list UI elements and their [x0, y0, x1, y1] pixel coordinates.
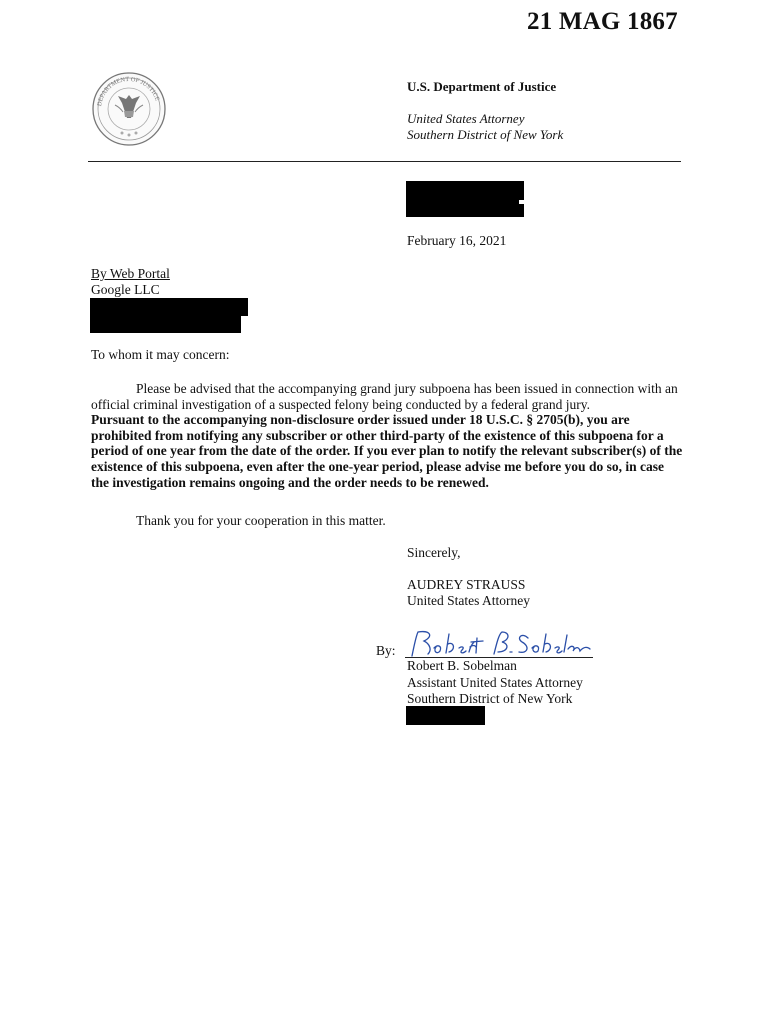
agency-name: U.S. Department of Justice — [407, 79, 557, 94]
doj-seal — [91, 71, 167, 147]
thanks-line: Thank you for your cooperation in this matter. — [136, 513, 386, 528]
redaction-block — [90, 298, 248, 316]
us-attorney-title: United States Attorney — [407, 593, 530, 608]
signatory-title: Assistant United States Attorney — [407, 674, 583, 690]
office-line-2: Southern District of New York — [407, 127, 564, 142]
redaction-block — [406, 706, 485, 725]
body-intro: Please be advised that the accompanying grand jury subpoena has been issued in connection with an official criminal investigation of a suspected felony being conducted by a federal grand jury. — [91, 381, 678, 412]
docket-number: 21 MAG 1867 — [527, 8, 678, 35]
signatory-block — [407, 658, 583, 708]
closing: Sincerely, — [407, 545, 461, 560]
redaction-notch — [519, 200, 525, 204]
redaction-block — [406, 181, 524, 217]
signatory-name: Robert B. Sobelman — [407, 658, 517, 673]
letter-date: February 16, 2021 — [407, 233, 507, 248]
letter-body — [91, 381, 685, 490]
body-nondisclosure: Pursuant to the accompanying non-disclosure order issued under 18 U.S.C. § 2705(b), you are prohibited from notifying any subscriber or other third-party of the existence of this subpoena for a period of one year from the date of the order. If you ever plan to notify the relevant subscriber(s) of the existence of this subpoena, even after the one-year period, please advise me before you do so, in case the investigation remains ongoing and the order needs to be renewed. — [91, 412, 683, 490]
recipient-name: Google LLC — [91, 282, 160, 297]
us-attorney-name: AUDREY STRAUSS — [407, 577, 526, 592]
by-label: By: — [376, 643, 396, 658]
us-attorney-block — [407, 577, 530, 609]
salutation: To whom it may concern: — [91, 347, 230, 362]
letterhead-rule — [88, 161, 681, 162]
delivery-method: By Web Portal — [91, 266, 170, 281]
seal-text: DEPARTMENT OF JUSTICE — [96, 75, 161, 107]
signatory-office: Southern District of New York — [407, 691, 573, 706]
recipient-address — [91, 266, 170, 298]
office-block — [407, 111, 563, 143]
office-line-1: United States Attorney — [407, 111, 525, 126]
redaction-block — [90, 315, 241, 333]
